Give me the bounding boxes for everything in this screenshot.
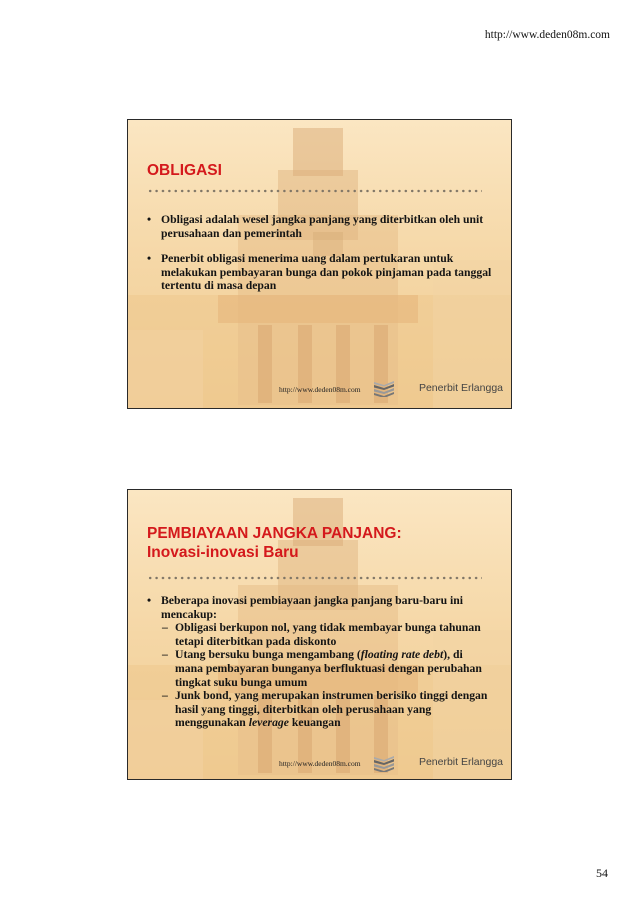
bullet-list xyxy=(147,213,492,293)
slide-pembiayaan xyxy=(127,489,512,780)
slide-title xyxy=(147,161,222,180)
sub-bullet-text: ), di mana pembayaran bunganya berfluktuasi dengan perubahan tingkat suku bunga umum xyxy=(175,648,482,689)
bullet-list xyxy=(147,594,492,730)
bullet-item: • Obligasi adalah wesel jangka panjang yang diterbitkan oleh unit perusahaan dan pemerintah xyxy=(147,213,492,240)
footer-url: http://www.deden08m.com xyxy=(279,385,361,394)
footer-publisher: Penerbit Erlangga xyxy=(418,382,503,394)
book-stack-icon xyxy=(372,381,396,397)
sub-bullet-item xyxy=(159,648,492,689)
sub-bullet-item xyxy=(159,689,492,730)
sub-bullet-emphasis: leverage xyxy=(248,716,289,730)
slide-title-line: PEMBIAYAAN JANGKA PANJANG: xyxy=(147,525,402,542)
slide-title-line: Inovasi-inovasi Baru xyxy=(147,544,299,561)
slide-obligasi xyxy=(127,119,512,409)
dotted-divider xyxy=(147,576,482,580)
bullet-item xyxy=(147,594,492,730)
sub-bullet-emphasis: floating rate debt xyxy=(360,648,444,662)
sub-bullet-text: keuangan xyxy=(288,716,341,730)
dotted-divider xyxy=(147,189,482,193)
sub-bullet-text: Utang bersuku bunga mengambang ( xyxy=(175,648,361,662)
footer-publisher: Penerbit Erlangga xyxy=(418,756,503,768)
bullet-text: Beberapa inovasi pembiayaan jangka panjang baru-baru ini mencakup: xyxy=(161,594,463,621)
page-number: 54 xyxy=(596,866,608,880)
footer-url: http://www.deden08m.com xyxy=(279,759,361,768)
book-stack-icon xyxy=(372,756,396,772)
sub-bullet-text: Junk bond, yang merupakan instrumen berisiko tinggi dengan hasil yang tinggi, diterbitkan oleh perusahaan yang menggunakan xyxy=(175,689,488,730)
bullet-item: • Penerbit obligasi menerima uang dalam pertukaran untuk melakukan pembayaran bunga dan pokok pinjaman pada tanggal tertentu di masa depan xyxy=(147,252,492,293)
page-header-url: http://www.deden08m.com xyxy=(484,29,610,41)
sub-bullet-item: – Obligasi berkupon nol, yang tidak membayar bunga tahunan tetapi diterbitkan pada diskonto xyxy=(159,621,492,648)
slide-title-line: OBLIGASI xyxy=(147,162,222,179)
sub-bullet-list xyxy=(159,621,492,730)
slide-title xyxy=(147,524,402,562)
